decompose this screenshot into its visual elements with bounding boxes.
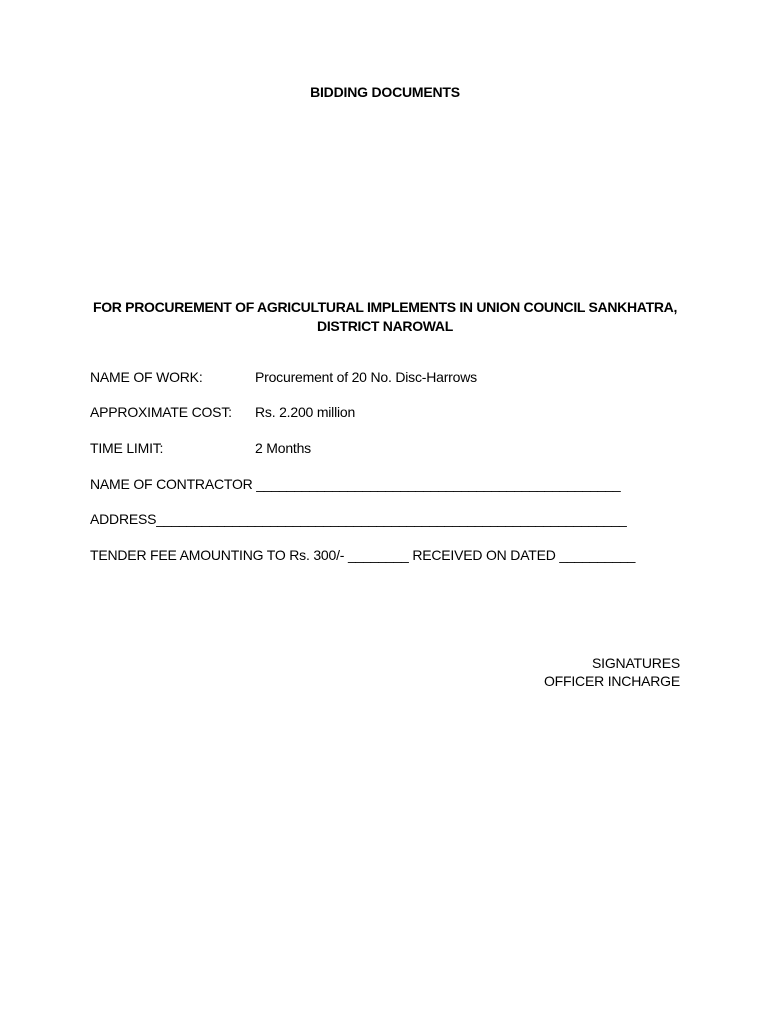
field-time-limit bbox=[90, 440, 311, 456]
time-limit-value: 2 Months bbox=[255, 440, 311, 456]
document-subtitle bbox=[0, 298, 770, 336]
subtitle-line-2: DISTRICT NAROWAL bbox=[317, 318, 453, 334]
field-tender-fee: TENDER FEE AMOUNTING TO Rs. 300/- ________ RECEIVED ON DATED __________ bbox=[90, 547, 636, 563]
field-address: ADDRESS______________________________________________________________ bbox=[90, 511, 627, 527]
name-of-work-value: Procurement of 20 No. Disc-Harrows bbox=[255, 369, 477, 385]
field-approximate-cost bbox=[90, 404, 355, 420]
document-title: BIDDING DOCUMENTS bbox=[310, 84, 460, 100]
subtitle-line-1: FOR PROCUREMENT OF AGRICULTURAL IMPLEMENTS IN UNION COUNCIL SANKHATRA, bbox=[92, 299, 678, 315]
name-of-work-label: NAME OF WORK: bbox=[90, 369, 203, 385]
time-limit-label: TIME LIMIT: bbox=[90, 440, 164, 456]
signature-line-1: SIGNATURES bbox=[592, 655, 680, 671]
signature-block bbox=[544, 654, 680, 690]
field-name-of-contractor: NAME OF CONTRACTOR ________________________________________________ bbox=[90, 476, 621, 492]
approximate-cost-value: Rs. 2.200 million bbox=[255, 404, 356, 420]
field-name-of-work bbox=[90, 369, 477, 385]
approximate-cost-label: APPROXIMATE COST: bbox=[90, 404, 232, 420]
signature-line-2: OFFICER INCHARGE bbox=[543, 673, 680, 689]
